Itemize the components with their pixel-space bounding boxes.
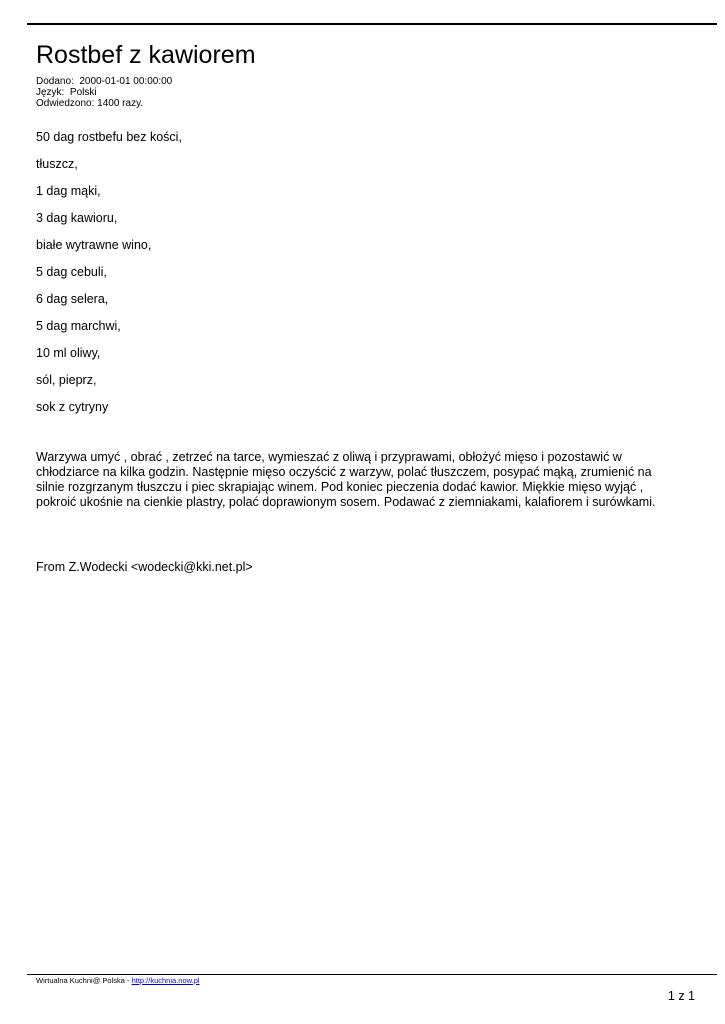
ingredient-item: 3 dag kawioru, bbox=[36, 211, 118, 225]
ingredient-item: sól, pieprz, bbox=[36, 373, 97, 387]
ingredient-item: 5 dag cebuli, bbox=[36, 265, 107, 279]
footer-site-link[interactable]: http://kuchnia.now.pl bbox=[131, 976, 200, 985]
ingredient-item: 6 dag selera, bbox=[36, 292, 109, 306]
ingredient-item: 10 ml oliwy, bbox=[36, 346, 101, 360]
language: Język: Polski bbox=[36, 87, 97, 98]
top-divider bbox=[27, 23, 717, 25]
ingredient-item: białe wytrawne wino, bbox=[36, 238, 152, 252]
visit-count: Odwiedzono: 1400 razy. bbox=[36, 98, 144, 109]
recipe-meta bbox=[36, 76, 172, 109]
ingredient-item: sok z cytryny bbox=[36, 400, 109, 414]
footer-site-name: Wirtualna Kuchni@ Polska - bbox=[36, 976, 132, 985]
bottom-divider bbox=[27, 974, 717, 975]
footer bbox=[36, 976, 200, 985]
preparation-instructions: Warzywa umyć , obrać , zetrzeć na tarce, wymieszać z oliwą i przyprawami, obłożyć mięso i pozostawić w chłodziarce na kilka godzin. Następnie mięso oczyścić z warzyw, polać tłuszczem, posypać mąką, zrumienić na silnie rozgrzanym tłuszczu i piec skrapiając winem. Pod koniec pieczenia dodać kawior. Miękkie mięso wyjąć , pokroić ukośnie na cienkie plastry, polać doprawionym sosem. Podawać z ziemniakami, kalafiorem i surówkami. bbox=[36, 450, 656, 509]
author-credit: From Z.Wodecki <wodecki@kki.net.pl> bbox=[36, 560, 253, 574]
ingredient-list bbox=[36, 129, 182, 426]
page-number: 1 z 1 bbox=[667, 989, 695, 1003]
ingredient-item: 1 dag mąki, bbox=[36, 184, 101, 198]
ingredient-item: 50 dag rostbefu bez kości, bbox=[36, 130, 182, 144]
ingredient-item: 5 dag marchwi, bbox=[36, 319, 121, 333]
date-added: Dodano: 2000-01-01 00:00:00 bbox=[36, 76, 173, 87]
recipe-title: Rostbef z kawiorem bbox=[36, 41, 256, 69]
ingredient-item: tłuszcz, bbox=[36, 157, 78, 171]
